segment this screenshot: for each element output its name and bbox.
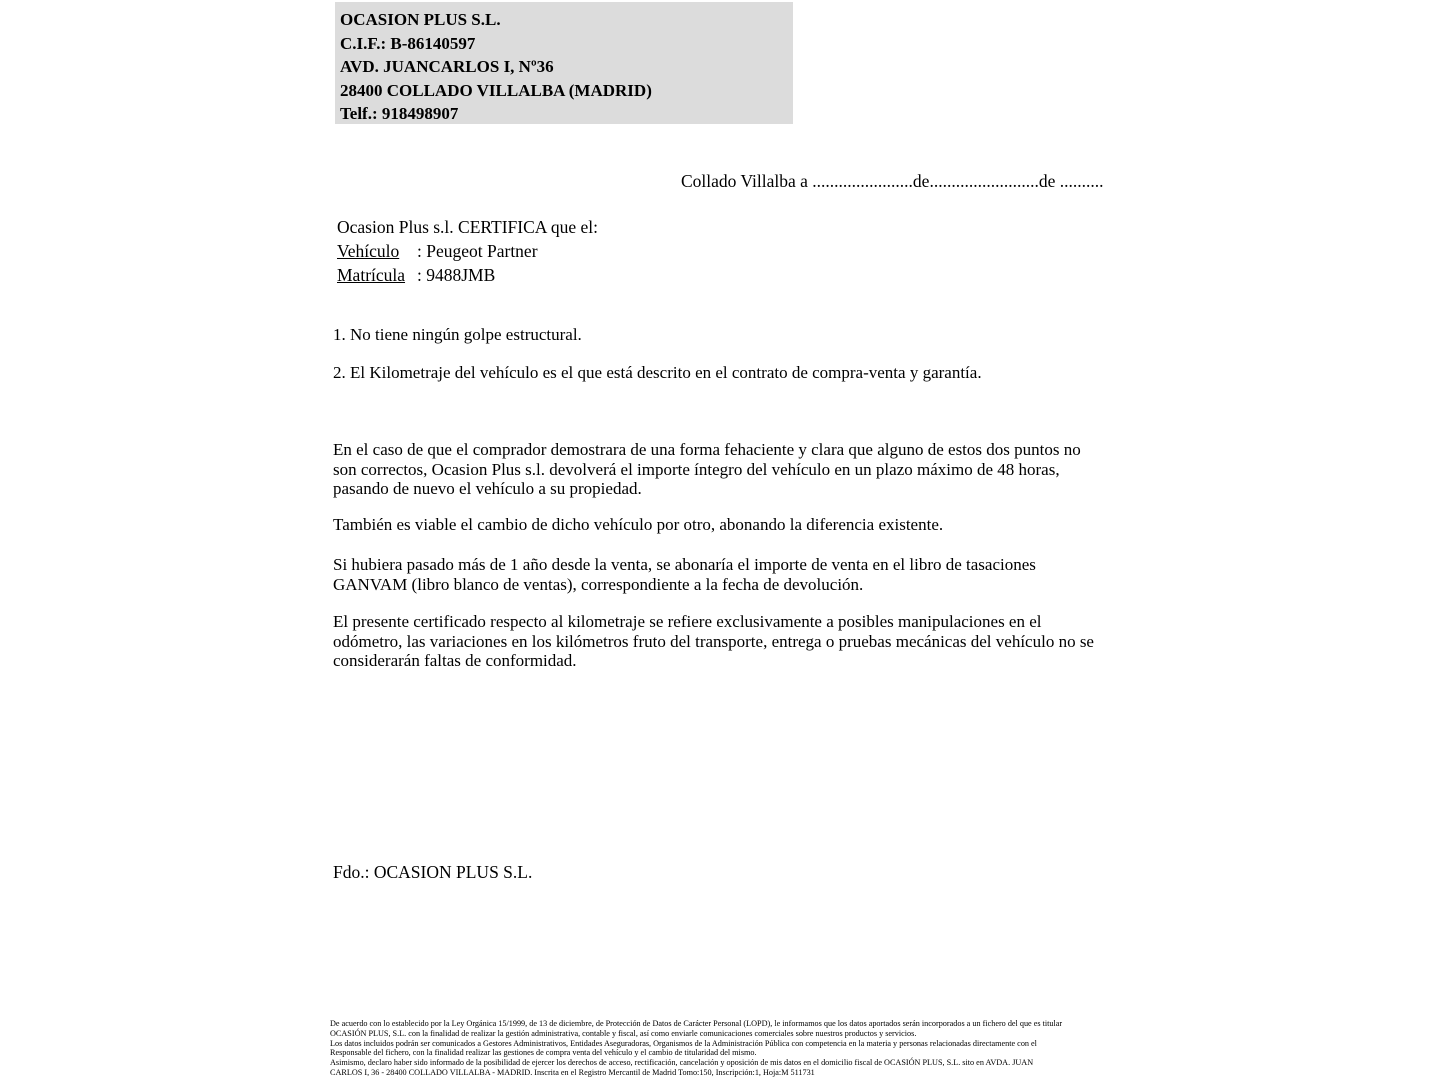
legal-line: Asimismo, declaro haber sido informado de la posibilidad de ejercer los derechos de acceso, rectificación, cancelación y oposición de mis datos en el domicilio fiscal de OCASIÓN PLUS, S.L. sito en AVDA. JUAN [330,1058,1034,1068]
plate-label: Matrícula [337,265,406,285]
certified-point-1: 1. No tiene ningún golpe estructural. [333,325,582,344]
legal-disclaimer [330,1019,1062,1078]
company-name: OCASION PLUS S.L. [340,10,501,29]
legal-line: Responsable del fichero, con la finalidad realizar las gestiones de compra venta del vehículo y el cambio de titularidad del mismo. [330,1048,757,1058]
legal-line: De acuerdo con lo establecido por la Ley Orgánica 15/1999, de 13 de diciembre, de Protección de Datos de Carácter Personal (LOPD), le informamos que los datos aportados serán incorporados a un fichero del que es titular [330,1019,1063,1028]
legal-line: Los datos incluidos podrán ser comunicados a Gestores Administrativos, Entidades Aseguradoras, Organismos de la Administración Pública con competencia en la materia y personas relacionadas directamente con el [330,1038,1037,1048]
company-city: 28400 COLLADO VILLALBA (MADRID) [340,80,652,100]
vehicle-value: : Peugeot Partner [417,241,538,261]
company-phone: Telf.: 918498907 [340,104,459,123]
exchange-paragraph: También es viable el cambio de dicho vehículo por otro, abonando la diferencia existente. [333,515,944,534]
company-address: AVD. JUANCARLOS I, Nº36 [340,57,554,76]
vehicle-label: Vehículo [337,241,400,261]
plate-value: : 9488JMB [417,265,496,285]
refund-paragraph: En el caso de que el comprador demostrara de una forma fehaciente y clara que alguno de estos dos puntos no son correctos, Ocasion Plus s.l. devolverá el importe íntegro del vehículo en un plazo máximo de 48 horas, pasando de nuevo el vehículo a su propiedad. [333,440,1081,498]
company-cif: C.I.F.: B-86140597 [340,33,476,53]
odometer-paragraph: El presente certificado respecto al kilometraje se refiere exclusivamente a posibles manipulaciones en el odómetro, las variaciones en los kilómetros fruto del transporte, entrega o pruebas mecánicas del vehículo no se considerarán faltas de conformidad. [333,612,1094,670]
vehicle-field [337,239,598,263]
ganvam-paragraph: Si hubiera pasado más de 1 año desde la venta, se abonaría el importe de venta en el libro de tasaciones GANVAM (libro blanco de ventas), correspondiente a la fecha de devolución. [333,555,1036,594]
certified-point-2: 2. El Kilometraje del vehículo es el que está descrito en el contrato de compra-venta y garantía. [333,363,982,382]
plate-field [337,263,598,287]
signature-line: Fdo.: OCASION PLUS S.L. [333,862,533,882]
certification-intro: Ocasion Plus s.l. CERTIFICA que el: [337,217,598,237]
legal-line: CARLOS I, 36 - 28400 COLLADO VILLALBA - MADRID. Inscrita en el Registro Mercantil de Madrid Tomo:150, Inscripción:1, Hoja:M 511731 [330,1067,815,1077]
legal-line: OCASIÓN PLUS, S.L. con la finalidad de realizar la gestión administrativa, contable y fiscal, así como enviarle comunicaciones comerciales sobre nuestros productos y servicios. [330,1028,917,1038]
certification-block [337,215,598,287]
date-fill-in-line: Collado Villalba a .......................de.........................de .......... [681,171,1104,191]
company-header-box [335,2,793,124]
